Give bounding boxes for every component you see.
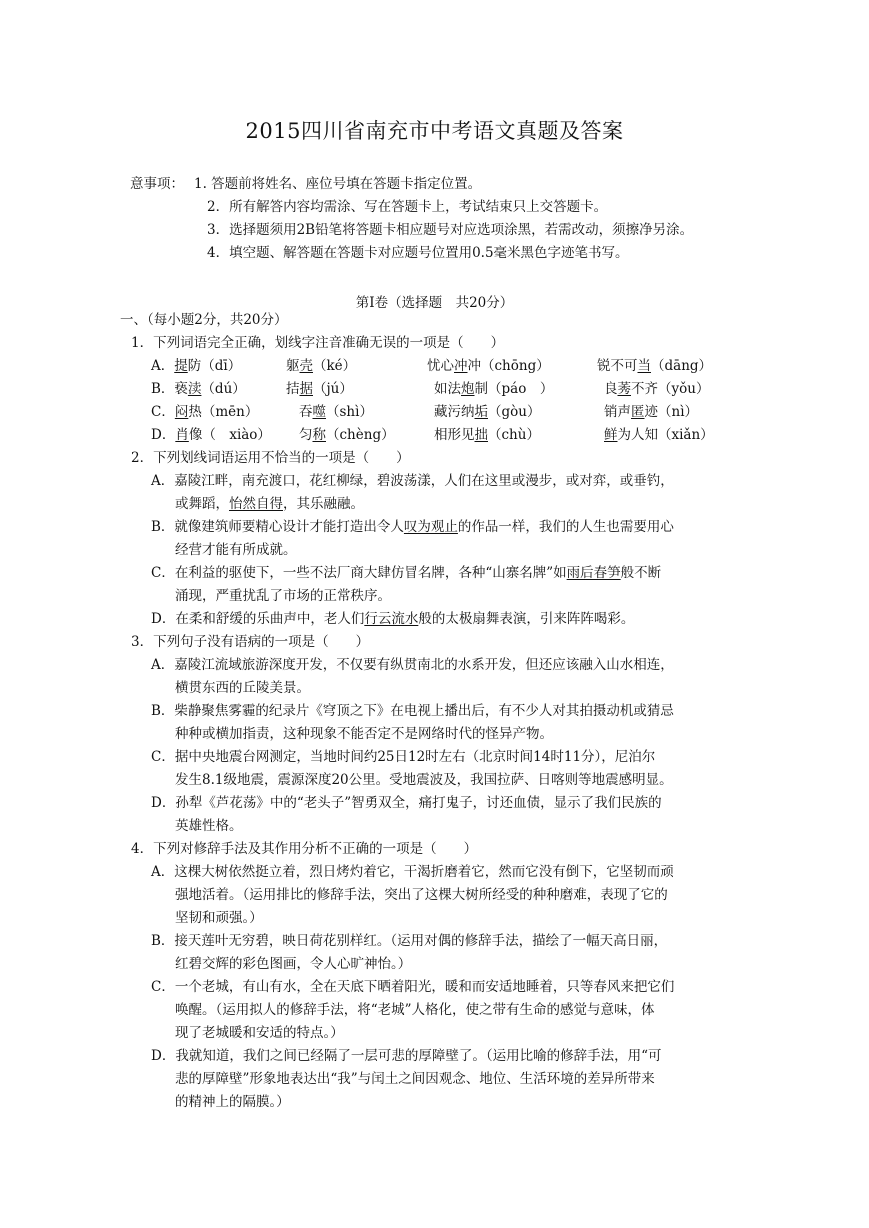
question-3-line: C．据中央地震台网测定，当地时间约25日12时左右（北京时间14时11分），尼泊尔 [151, 749, 656, 765]
question-3-line: 横贯东西的丘陵美景。 [175, 680, 310, 696]
option-a-word-3: 忧心冲冲（chōng） [427, 358, 550, 374]
option-b-word-1: B．亵渎（dú） [151, 381, 246, 397]
option-a-word-2: 躯壳（ké） [286, 358, 357, 374]
option-c-word-4: 销声匿迹（nì） [604, 404, 699, 420]
question-4-stem: 4．下列对修辞手法及其作用分析不正确的一项是（ ） [131, 841, 478, 857]
question-2-option-d-line-1: D．在柔和舒缓的乐曲声中，老人们行云流水般的太极扇舞表演，引来阵阵喝彩。 [151, 611, 635, 627]
question-4-line: A．这棵大树依然挺立着，烈日烤灼着它，干渴折磨着它，然而它没有倒下，它坚韧而顽 [151, 864, 674, 880]
question-4-line: B．接天莲叶无穷碧，映日荷花别样红。（运用对偶的修辞手法，描绘了一幅天高日丽， [151, 933, 668, 949]
question-4-line: C．一个老城，有山有水，全在天底下晒着阳光，暖和而安适地睡着，只等春风来把它们 [151, 979, 675, 995]
question-3-line: 种种或横加指责，这种现象不能否定不是网络时代的怪异产物。 [175, 726, 553, 742]
section-heading: 第Ⅰ卷（选择题 共20分） [355, 295, 514, 311]
question-2-option-c-line-2: 涌现，严重扰乱了市场的正常秩序。 [175, 588, 391, 604]
question-2-option-a-line-2: 或舞蹈，怡然自得，其乐融融。 [175, 496, 364, 512]
question-4-line: 的精神上的隔膜。） [175, 1094, 290, 1110]
question-2-stem: 2．下列划线词语运用不恰当的一项是（ ） [131, 450, 410, 466]
question-3-line: B．柴静聚焦雾霾的纪录片《穹顶之下》在电视上播出后，有不少人对其拍摄动机或猜忌 [151, 703, 674, 719]
question-1-stem: 1．下列词语完全正确，划线字注音准确无误的一项是（ ） [131, 335, 505, 351]
question-4-line: 坚韧和顽强。） [175, 910, 263, 926]
question-4-line: 悲的厚障壁”形象地表达出“我”与闰土之间因观念、地位、生活环境的差异所带来 [175, 1071, 655, 1087]
question-4-line: 红碧交辉的彩色图画，令人心旷神怡。） [175, 956, 412, 972]
option-a-word-4: 锐不可当（dāng） [597, 358, 713, 374]
question-3-stem: 3．下列句子没有语病的一项是（ ） [131, 634, 370, 650]
notice-lead: 意事项： [130, 176, 184, 192]
question-2-option-b-line-1: B．就像建筑师要精心设计才能打造出令人叹为观止的作品一样，我们的人生也需要用心 [151, 519, 674, 535]
option-d-word-2: 匀称（chèng） [299, 427, 395, 443]
option-c-word-1: C．闷热（mēn） [151, 404, 259, 420]
option-a-word-1: A．提防（dī） [151, 358, 242, 374]
option-d-word-4: 鲜为人知（xiǎn） [604, 427, 714, 443]
question-4-line: D．我就知道，我们之间已经隔了一层可悲的厚障壁了。（运用比喻的修辞手法，用“可 [151, 1048, 662, 1064]
question-3-line: A．嘉陵江流域旅游深度开发，不仅要有纵贯南北的水系开发，但还应该融入山水相连， [151, 657, 674, 673]
option-d-word-3: 相形见拙（chù） [434, 427, 540, 443]
question-2-option-c-line-1: C．在利益的驱使下，一些不法厂商大肆仿冒名牌，各种“山寨名牌”如雨后春笋般不断 [151, 565, 662, 581]
option-d-word-1: D．肖像（ xiào） [151, 427, 271, 443]
notice-item-4: 4．填空题、解答题在答题卡对应题号位置用0.5毫米黑色字迹笔书写。 [207, 245, 629, 261]
question-3-line: D．孙犁《芦花荡》中的“老头子”智勇双全，痛打鬼子，讨还血债，显示了我们民族的 [151, 795, 662, 811]
notice-item-3: 3．选择题须用2B铅笔将答题卡相应题号对应选项涂黑，若需改动，须擦净另涂。 [207, 222, 694, 238]
notice-item-1: 1. 答题前将姓名、座位号填在答题卡指定位置。 [194, 176, 482, 192]
question-4-line: 强地活着。（运用排比的修辞手法，突出了这棵大树所经受的种种磨难，表现了它的 [175, 887, 668, 903]
question-3-line: 发生8.1级地震，震源深度20公里。受地震波及，我国拉萨、日喀则等地震感明显。 [175, 772, 673, 788]
question-4-line: 唤醒。（运用拟人的修辞手法，将“老城”人格化，使之带有生命的感觉与意味，体 [175, 1002, 655, 1018]
option-b-word-3: 如法炮制（páo ） [434, 381, 554, 397]
option-b-word-4: 良莠不齐（yǒu） [604, 381, 710, 397]
question-4-line: 现了老城暖和安适的特点。） [175, 1025, 344, 1041]
option-b-word-2: 拮据（jú） [286, 381, 353, 397]
page-title: 2015四川省南充市中考语文真题及答案 [245, 119, 624, 143]
notice-item-2: 2．所有解答内容均需涂、写在答题卡上，考试结束只上交答题卡。 [207, 199, 608, 215]
option-c-word-3: 藏污纳垢（gòu） [434, 404, 541, 420]
question-2-option-a-line-1: A．嘉陵江畔，南充渡口，花红柳绿，碧波荡漾，人们在这里或漫步，或对弈，或垂钓， [151, 473, 674, 489]
part-heading: 一、（每小题2分，共20分） [120, 312, 288, 328]
option-c-word-2: 吞噬（shì） [299, 404, 373, 420]
question-2-option-b-line-2: 经营才能有所成就。 [175, 542, 297, 558]
question-3-line: 英雄性格。 [175, 818, 243, 834]
